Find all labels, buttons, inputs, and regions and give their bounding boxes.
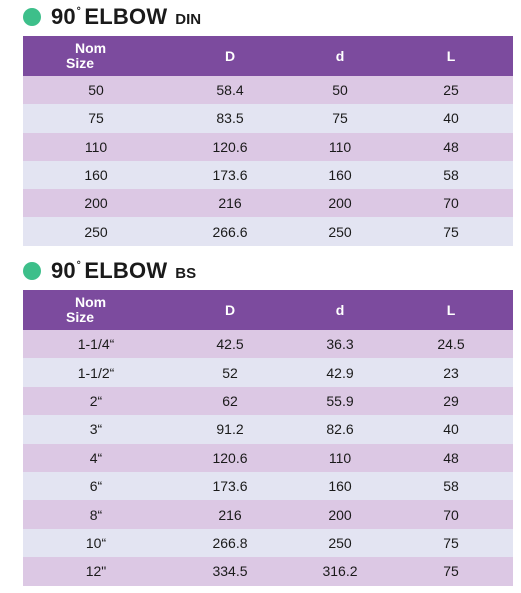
header-D: D — [224, 302, 236, 318]
table-cell: 250 — [328, 223, 352, 240]
table-cell: 75 — [88, 110, 104, 127]
table-cell: 42.5 — [216, 336, 244, 353]
table-row — [23, 415, 513, 443]
table-cell: 70 — [443, 195, 459, 212]
table-cell: 62 — [222, 392, 238, 409]
table-row — [23, 444, 513, 472]
table-cell: 25 — [443, 82, 459, 99]
table-cell: 334.5 — [212, 563, 248, 580]
table-cell: 83.5 — [216, 110, 244, 127]
table-cell: 48 — [443, 449, 459, 466]
bullet-dot-icon — [23, 262, 41, 280]
din-title: 90˚ ELBOW — [51, 4, 168, 29]
table-cell: 120.6 — [212, 449, 248, 466]
table-cell: 160 — [328, 167, 352, 184]
table-cell: 4“ — [89, 449, 103, 466]
table-row — [23, 387, 513, 415]
table-row — [23, 76, 513, 104]
table-cell: 6“ — [89, 478, 103, 495]
table-cell: 75 — [332, 110, 348, 127]
table-cell: 75 — [443, 534, 459, 551]
table-cell: 2“ — [89, 392, 103, 409]
table-cell: 216 — [218, 195, 242, 212]
table-cell: 216 — [218, 506, 242, 523]
table-cell: 48 — [443, 138, 459, 155]
table-cell: 8“ — [89, 506, 103, 523]
table-cell: 250 — [328, 534, 352, 551]
table-cell: 316.2 — [322, 563, 358, 580]
table-cell: 58 — [443, 478, 459, 495]
table-cell: 58 — [443, 167, 459, 184]
table-row — [23, 217, 513, 245]
table-cell: 3“ — [89, 421, 103, 438]
table-cell: 29 — [443, 392, 459, 409]
table-cell: 266.8 — [212, 534, 248, 551]
bs-table-header — [23, 290, 513, 330]
bs-heading — [23, 258, 196, 284]
table-row — [23, 472, 513, 500]
table-row — [23, 529, 513, 557]
header-L: L — [446, 302, 456, 318]
table-cell: 10“ — [85, 534, 107, 551]
table-row — [23, 189, 513, 217]
header-nom-size: Nom Size — [66, 294, 107, 325]
table-cell: 160 — [84, 167, 108, 184]
table-cell: 40 — [443, 110, 459, 127]
table-cell: 82.6 — [326, 421, 354, 438]
bullet-dot-icon — [23, 8, 41, 26]
table-cell: 200 — [328, 195, 352, 212]
table-cell: 110 — [328, 138, 352, 155]
din-table — [23, 36, 513, 246]
table-cell: 52 — [222, 364, 238, 381]
table-cell: 50 — [332, 82, 348, 99]
table-row — [23, 557, 513, 585]
table-cell: 110 — [84, 138, 108, 155]
table-cell: 91.2 — [216, 421, 244, 438]
table-cell: 24.5 — [437, 336, 465, 353]
table-cell: 23 — [443, 364, 459, 381]
header-nom-size: Nom Size — [66, 40, 107, 71]
table-row — [23, 330, 513, 358]
table-cell: 120.6 — [212, 138, 248, 155]
din-heading — [23, 4, 201, 30]
table-cell: 1-1/2“ — [77, 364, 115, 381]
table-cell: 58.4 — [216, 82, 244, 99]
table-cell: 173.6 — [212, 478, 248, 495]
header-L: L — [446, 48, 456, 64]
bs-table-body — [23, 330, 513, 586]
table-row — [23, 500, 513, 528]
table-cell: 40 — [443, 421, 459, 438]
table-cell: 110 — [328, 449, 352, 466]
table-cell: 50 — [88, 82, 104, 99]
din-table-header — [23, 36, 513, 76]
table-cell: 250 — [84, 223, 108, 240]
table-row — [23, 161, 513, 189]
table-row — [23, 358, 513, 386]
bs-standard: BS — [175, 264, 197, 282]
table-cell: 75 — [443, 223, 459, 240]
table-cell: 160 — [328, 478, 352, 495]
bs-title: 90˚ ELBOW — [51, 258, 168, 283]
table-row — [23, 104, 513, 132]
table-cell: 200 — [84, 195, 108, 212]
bs-table — [23, 290, 513, 586]
header-D: D — [224, 48, 236, 64]
table-cell: 1-1/4“ — [77, 336, 115, 353]
table-cell: 55.9 — [326, 392, 354, 409]
din-standard: DIN — [175, 10, 202, 28]
table-cell: 36.3 — [326, 336, 354, 353]
header-d: d — [335, 48, 345, 64]
table-cell: 173.6 — [212, 167, 248, 184]
table-cell: 75 — [443, 563, 459, 580]
table-row — [23, 133, 513, 161]
table-cell: 70 — [443, 506, 459, 523]
table-cell: 200 — [328, 506, 352, 523]
table-cell: 42.9 — [326, 364, 354, 381]
table-cell: 266.6 — [212, 223, 248, 240]
table-cell: 12" — [85, 563, 107, 580]
header-d: d — [335, 302, 345, 318]
din-table-body — [23, 76, 513, 246]
